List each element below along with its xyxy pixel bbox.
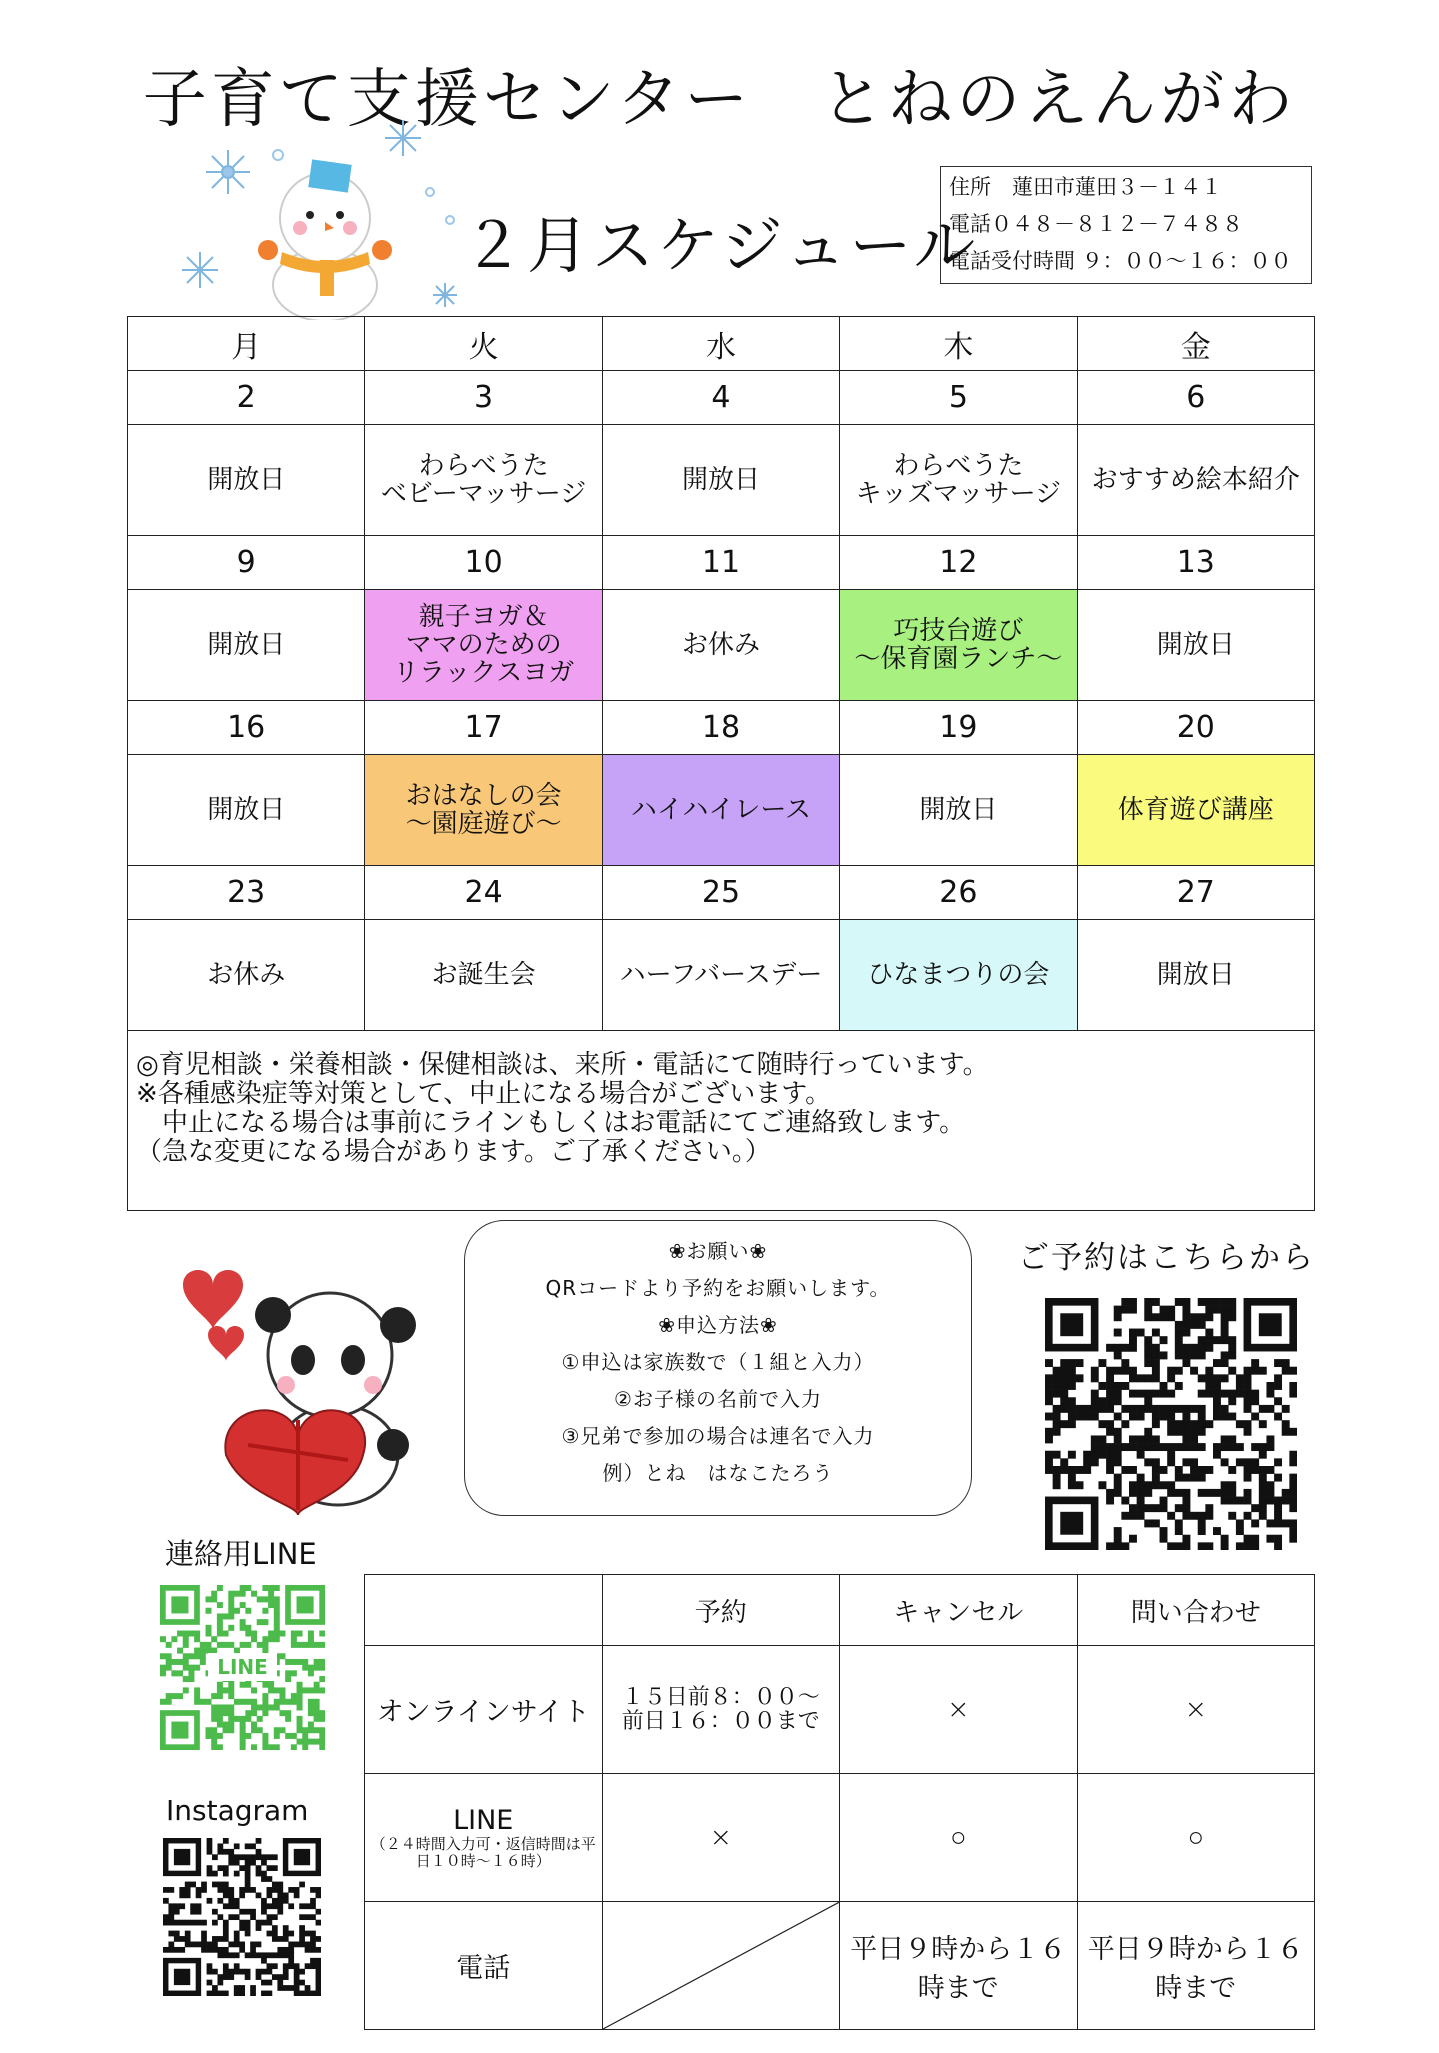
event-text: ママのための bbox=[405, 630, 562, 660]
event-text: ハイハイレース bbox=[630, 795, 812, 825]
event-text: おはなしの会 bbox=[405, 781, 562, 811]
weekday-cell: 木 bbox=[840, 317, 1077, 371]
line-note: （２４時間入力可・返信時間は平 bbox=[370, 1835, 596, 1853]
schedule-title: ２月スケジュール bbox=[462, 209, 979, 282]
event-text: リラックスヨガ bbox=[392, 658, 575, 688]
header-cell: キャンセル bbox=[840, 1575, 1078, 1646]
line-label: 連絡用LINE bbox=[165, 1537, 317, 1571]
page-title: 子育て支援センター とねのえんがわ bbox=[142, 63, 1297, 137]
date-cell: 19 bbox=[840, 701, 1077, 755]
online-reserve-line: 前日１６：００まで bbox=[621, 1708, 820, 1734]
event-cell bbox=[602, 425, 839, 536]
date-cell: 6 bbox=[1077, 371, 1314, 425]
event-text: ハーフバースデー bbox=[619, 960, 823, 990]
event-text: ひなまつりの会 bbox=[867, 960, 1050, 990]
event-text: 開放日 bbox=[207, 630, 286, 660]
event-cell bbox=[365, 590, 602, 701]
method-online-label: オンラインサイト bbox=[365, 1646, 603, 1774]
date-cell: 16 bbox=[128, 701, 365, 755]
line-inquiry-mark: ○ bbox=[1077, 1774, 1315, 1902]
event-text: 開放日 bbox=[1156, 960, 1235, 990]
event-cell bbox=[840, 920, 1077, 1031]
event-text: わらべうた bbox=[893, 451, 1024, 481]
weekday-cell: 金 bbox=[1077, 317, 1314, 371]
event-text: おすすめ絵本紹介 bbox=[1091, 465, 1300, 495]
hours-line: 電話受付時間 ９：００～１６：００ bbox=[949, 249, 1292, 273]
heart-icon bbox=[183, 1270, 243, 1330]
request-line: ❀お願い❀ bbox=[668, 1239, 768, 1263]
snowflake-icon bbox=[206, 150, 250, 194]
request-line: ❀申込方法❀ bbox=[658, 1313, 778, 1337]
diagonal-line bbox=[603, 1902, 840, 2029]
date-cell: 2 bbox=[128, 371, 365, 425]
method-table bbox=[364, 1574, 1315, 2030]
event-cell bbox=[840, 755, 1077, 866]
event-text: 開放日 bbox=[207, 795, 286, 825]
line-note: 日１０時～１６時） bbox=[415, 1852, 551, 1870]
instagram-label: Instagram bbox=[166, 1794, 309, 1827]
phone-reserve-na bbox=[602, 1902, 840, 2030]
date-cell: 18 bbox=[602, 701, 839, 755]
event-cell bbox=[365, 755, 602, 866]
date-cell: 25 bbox=[602, 866, 839, 920]
event-cell bbox=[128, 425, 365, 536]
calendar-table bbox=[127, 316, 1315, 1211]
address-box bbox=[940, 166, 1312, 284]
online-reserve-line: １５日前８：００～ bbox=[621, 1684, 820, 1710]
online-cancel-mark: × bbox=[840, 1646, 1078, 1774]
date-cell: 26 bbox=[840, 866, 1077, 920]
date-cell: 23 bbox=[128, 866, 365, 920]
instagram-qr-code[interactable] bbox=[163, 1838, 321, 1996]
date-cell: 3 bbox=[365, 371, 602, 425]
snowman-illustration bbox=[170, 110, 460, 320]
date-cell: 17 bbox=[365, 701, 602, 755]
header-cell: 問い合わせ bbox=[1077, 1575, 1315, 1646]
header-cell: 予約 bbox=[602, 1575, 840, 1646]
date-cell: 27 bbox=[1077, 866, 1314, 920]
event-cell bbox=[602, 920, 839, 1031]
note-line: ◎育児相談・栄養相談・保健相談は、来所・電話にて随時行っています。 bbox=[136, 1050, 989, 1080]
event-cell bbox=[128, 920, 365, 1031]
snowflake-icon bbox=[385, 120, 421, 156]
date-cell: 5 bbox=[840, 371, 1077, 425]
event-cell bbox=[840, 590, 1077, 701]
event-text: お休み bbox=[207, 960, 286, 990]
event-text: 体育遊び講座 bbox=[1117, 795, 1274, 825]
event-text: 開放日 bbox=[919, 795, 998, 825]
table-row bbox=[365, 1646, 1315, 1774]
request-line: ①申込は家族数で（１組と入力） bbox=[561, 1350, 875, 1374]
event-cell bbox=[365, 920, 602, 1031]
event-cell bbox=[128, 590, 365, 701]
reservation-qr-code[interactable] bbox=[1045, 1298, 1297, 1550]
line-reserve-mark: × bbox=[602, 1774, 840, 1902]
date-cell: 10 bbox=[365, 536, 602, 590]
event-cell bbox=[128, 755, 365, 866]
table-row bbox=[365, 1774, 1315, 1902]
event-text: ～保育園ランチ～ bbox=[854, 644, 1063, 674]
weekday-cell: 水 bbox=[602, 317, 839, 371]
event-text: わらべうた bbox=[418, 451, 549, 481]
date-row bbox=[128, 371, 1315, 425]
event-cell bbox=[1077, 755, 1314, 866]
request-box bbox=[464, 1220, 972, 1516]
event-text: ベビーマッサージ bbox=[380, 479, 587, 509]
request-line: QRコードより予約をお願いします。 bbox=[545, 1276, 891, 1300]
method-phone-label: 電話 bbox=[365, 1902, 603, 2030]
note-line: 中止になる場合は事前にラインもしくはお電話にてご連絡致します。 bbox=[136, 1108, 966, 1138]
snowflake-icon bbox=[182, 252, 218, 288]
event-cell bbox=[602, 590, 839, 701]
event-cell bbox=[602, 755, 839, 866]
line-cancel-mark: ○ bbox=[840, 1774, 1078, 1902]
date-row bbox=[128, 536, 1315, 590]
event-text: 開放日 bbox=[1156, 630, 1235, 660]
method-line-label: LINE bbox=[453, 1805, 514, 1836]
date-cell: 24 bbox=[365, 866, 602, 920]
event-row bbox=[128, 425, 1315, 536]
line-logo: LINE bbox=[208, 1653, 277, 1681]
event-text: 開放日 bbox=[207, 465, 286, 495]
event-text: 巧技台遊び bbox=[893, 616, 1024, 646]
weekday-cell: 月 bbox=[128, 317, 365, 371]
phone-cancel-hours: 平日９時から１６時まで bbox=[840, 1902, 1078, 2030]
table-row bbox=[365, 1902, 1315, 2030]
event-row bbox=[128, 755, 1315, 866]
weekday-row bbox=[128, 317, 1315, 371]
request-line: ②お子様の名前で入力 bbox=[614, 1387, 822, 1411]
snowflake-icon bbox=[433, 283, 457, 307]
event-text: お休み bbox=[681, 630, 760, 660]
note-line: （急な変更になる場合があります。ご了承ください。） bbox=[136, 1137, 771, 1167]
event-row bbox=[128, 590, 1315, 701]
date-cell: 9 bbox=[128, 536, 365, 590]
method-line-cell bbox=[365, 1774, 603, 1902]
online-inquiry-mark: × bbox=[1077, 1646, 1315, 1774]
date-cell: 11 bbox=[602, 536, 839, 590]
date-row bbox=[128, 866, 1315, 920]
phone-line: 電話０４８－８１２－７４８８ bbox=[949, 212, 1243, 236]
date-cell: 13 bbox=[1077, 536, 1314, 590]
event-cell bbox=[1077, 920, 1314, 1031]
header-cell bbox=[365, 1575, 603, 1646]
heart-icon bbox=[208, 1326, 244, 1361]
request-line: 例）とね はなこたろう bbox=[602, 1461, 834, 1485]
note-line: ※各種感染症等対策として、中止になる場合がございます。 bbox=[136, 1079, 832, 1109]
notes-cell bbox=[128, 1031, 1315, 1211]
event-text: ～園庭遊び～ bbox=[405, 809, 562, 839]
panda-illustration bbox=[148, 1255, 438, 1515]
event-text: 親子ヨガ＆ bbox=[418, 602, 549, 632]
reservation-title: ご予約はこちらから bbox=[1018, 1240, 1315, 1276]
event-cell bbox=[840, 425, 1077, 536]
event-row bbox=[128, 920, 1315, 1031]
event-text: お誕生会 bbox=[431, 960, 536, 990]
address-line: 住所 蓮田市蓮田３－１４１ bbox=[949, 175, 1222, 199]
phone-inquiry-hours: 平日９時から１６時まで bbox=[1077, 1902, 1315, 2030]
event-cell bbox=[365, 425, 602, 536]
date-row bbox=[128, 701, 1315, 755]
line-qr-wrapper[interactable] bbox=[160, 1585, 325, 1750]
request-line: ③兄弟で参加の場合は連名で入力 bbox=[561, 1424, 875, 1448]
table-header-row bbox=[365, 1575, 1315, 1646]
online-reserve-cell bbox=[602, 1646, 840, 1774]
weekday-cell: 火 bbox=[365, 317, 602, 371]
date-cell: 4 bbox=[602, 371, 839, 425]
event-text: 開放日 bbox=[681, 465, 760, 495]
event-cell bbox=[1077, 590, 1314, 701]
event-text: キッズマッサージ bbox=[855, 479, 1062, 509]
date-cell: 12 bbox=[840, 536, 1077, 590]
event-cell bbox=[1077, 425, 1314, 536]
date-cell: 20 bbox=[1077, 701, 1314, 755]
